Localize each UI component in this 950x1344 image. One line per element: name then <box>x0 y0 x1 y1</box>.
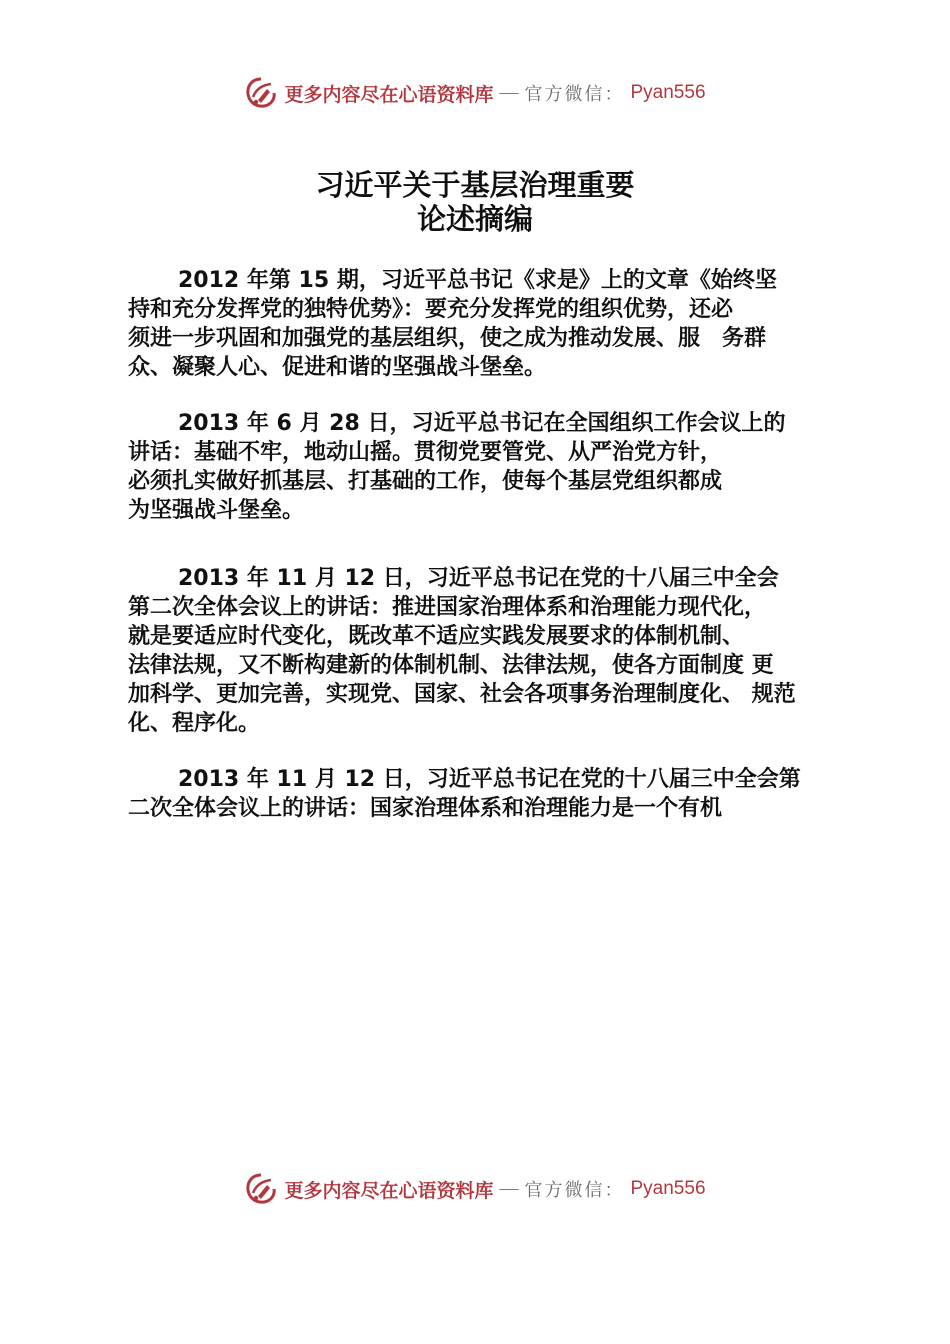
excerpt-paragraph-2013-06 <box>128 409 850 525</box>
paragraph-line: 为坚强战斗堡垒。 <box>128 498 305 523</box>
paragraph-line: 加科学、更加完善，实现党、国家、社会各项事务治理制度化、 规范 <box>128 682 796 707</box>
paragraph-line: 2013 年 11 月 12 日，习近平总书记在党的十八届三中全会第 <box>178 767 801 792</box>
paragraph-line: 2013 年 6 月 28 日，习近平总书记在全国组织工作会议上的 <box>178 411 786 436</box>
paragraph-line: 法律法规，又不断构建新的体制机制、法律法规，使各方面制度 更 <box>128 653 774 678</box>
paragraph-line: 化、程序化。 <box>128 711 261 736</box>
watermark-wechat-id: Pyan556 <box>630 82 706 103</box>
excerpt-paragraph-2012 <box>128 266 850 382</box>
pen-nib-swirl-icon <box>244 1172 278 1206</box>
paragraph-line: 二次全体会议上的讲话：国家治理体系和治理能力是一个有机 <box>128 796 723 821</box>
header-watermark-banner <box>0 73 950 113</box>
title-line-2: 论述摘编 <box>416 202 533 236</box>
watermark-site-text: 更多内容尽在心语资料库 <box>284 1179 494 1202</box>
paragraph-line: 持和充分发挥党的独特优势》：要充分发挥党的组织优势，还必 <box>128 297 734 322</box>
paragraph-line: 第二次全体会议上的讲话：推进国家治理体系和治理能力现代化， <box>128 595 767 620</box>
watermark-dash: — <box>499 82 519 103</box>
watermark-wechat-label: 官方微信： <box>524 1180 625 1201</box>
footer-watermark-banner <box>0 1169 950 1209</box>
pen-nib-swirl-icon <box>244 76 278 110</box>
excerpt-paragraph-2013-11-a <box>128 564 850 738</box>
document-title <box>0 168 950 236</box>
paragraph-line: 讲话：基础不牢，地动山摇。贯彻党要管党、从严治党方针， <box>128 440 723 465</box>
title-line-1: 习近平关于基层治理重要 <box>315 168 635 202</box>
paragraph-line: 2013 年 11 月 12 日，习近平总书记在党的十八届三中全会 <box>178 566 779 591</box>
watermark-site-text: 更多内容尽在心语资料库 <box>284 83 494 106</box>
watermark-wechat-id: Pyan556 <box>630 1178 706 1199</box>
excerpt-paragraph-2013-11-b <box>128 765 850 823</box>
paragraph-line: 就是要适应时代变化，既改革不适应实践发展要求的体制机制、 <box>128 624 745 649</box>
watermark-wechat-label: 官方微信： <box>524 84 625 105</box>
paragraph-line: 众、凝聚人心、促进和谐的坚强战斗堡垒。 <box>128 355 547 380</box>
paragraph-line: 须进一步巩固和加强党的基层组织，使之成为推动发展、服 务群 <box>128 326 767 351</box>
paragraph-line: 2012 年第 15 期，习近平总书记《求是》上的文章《始终坚 <box>178 268 777 293</box>
paragraph-line: 必须扎实做好抓基层、打基础的工作，使每个基层党组织都成 <box>128 469 723 494</box>
watermark-dash: — <box>499 1178 519 1199</box>
